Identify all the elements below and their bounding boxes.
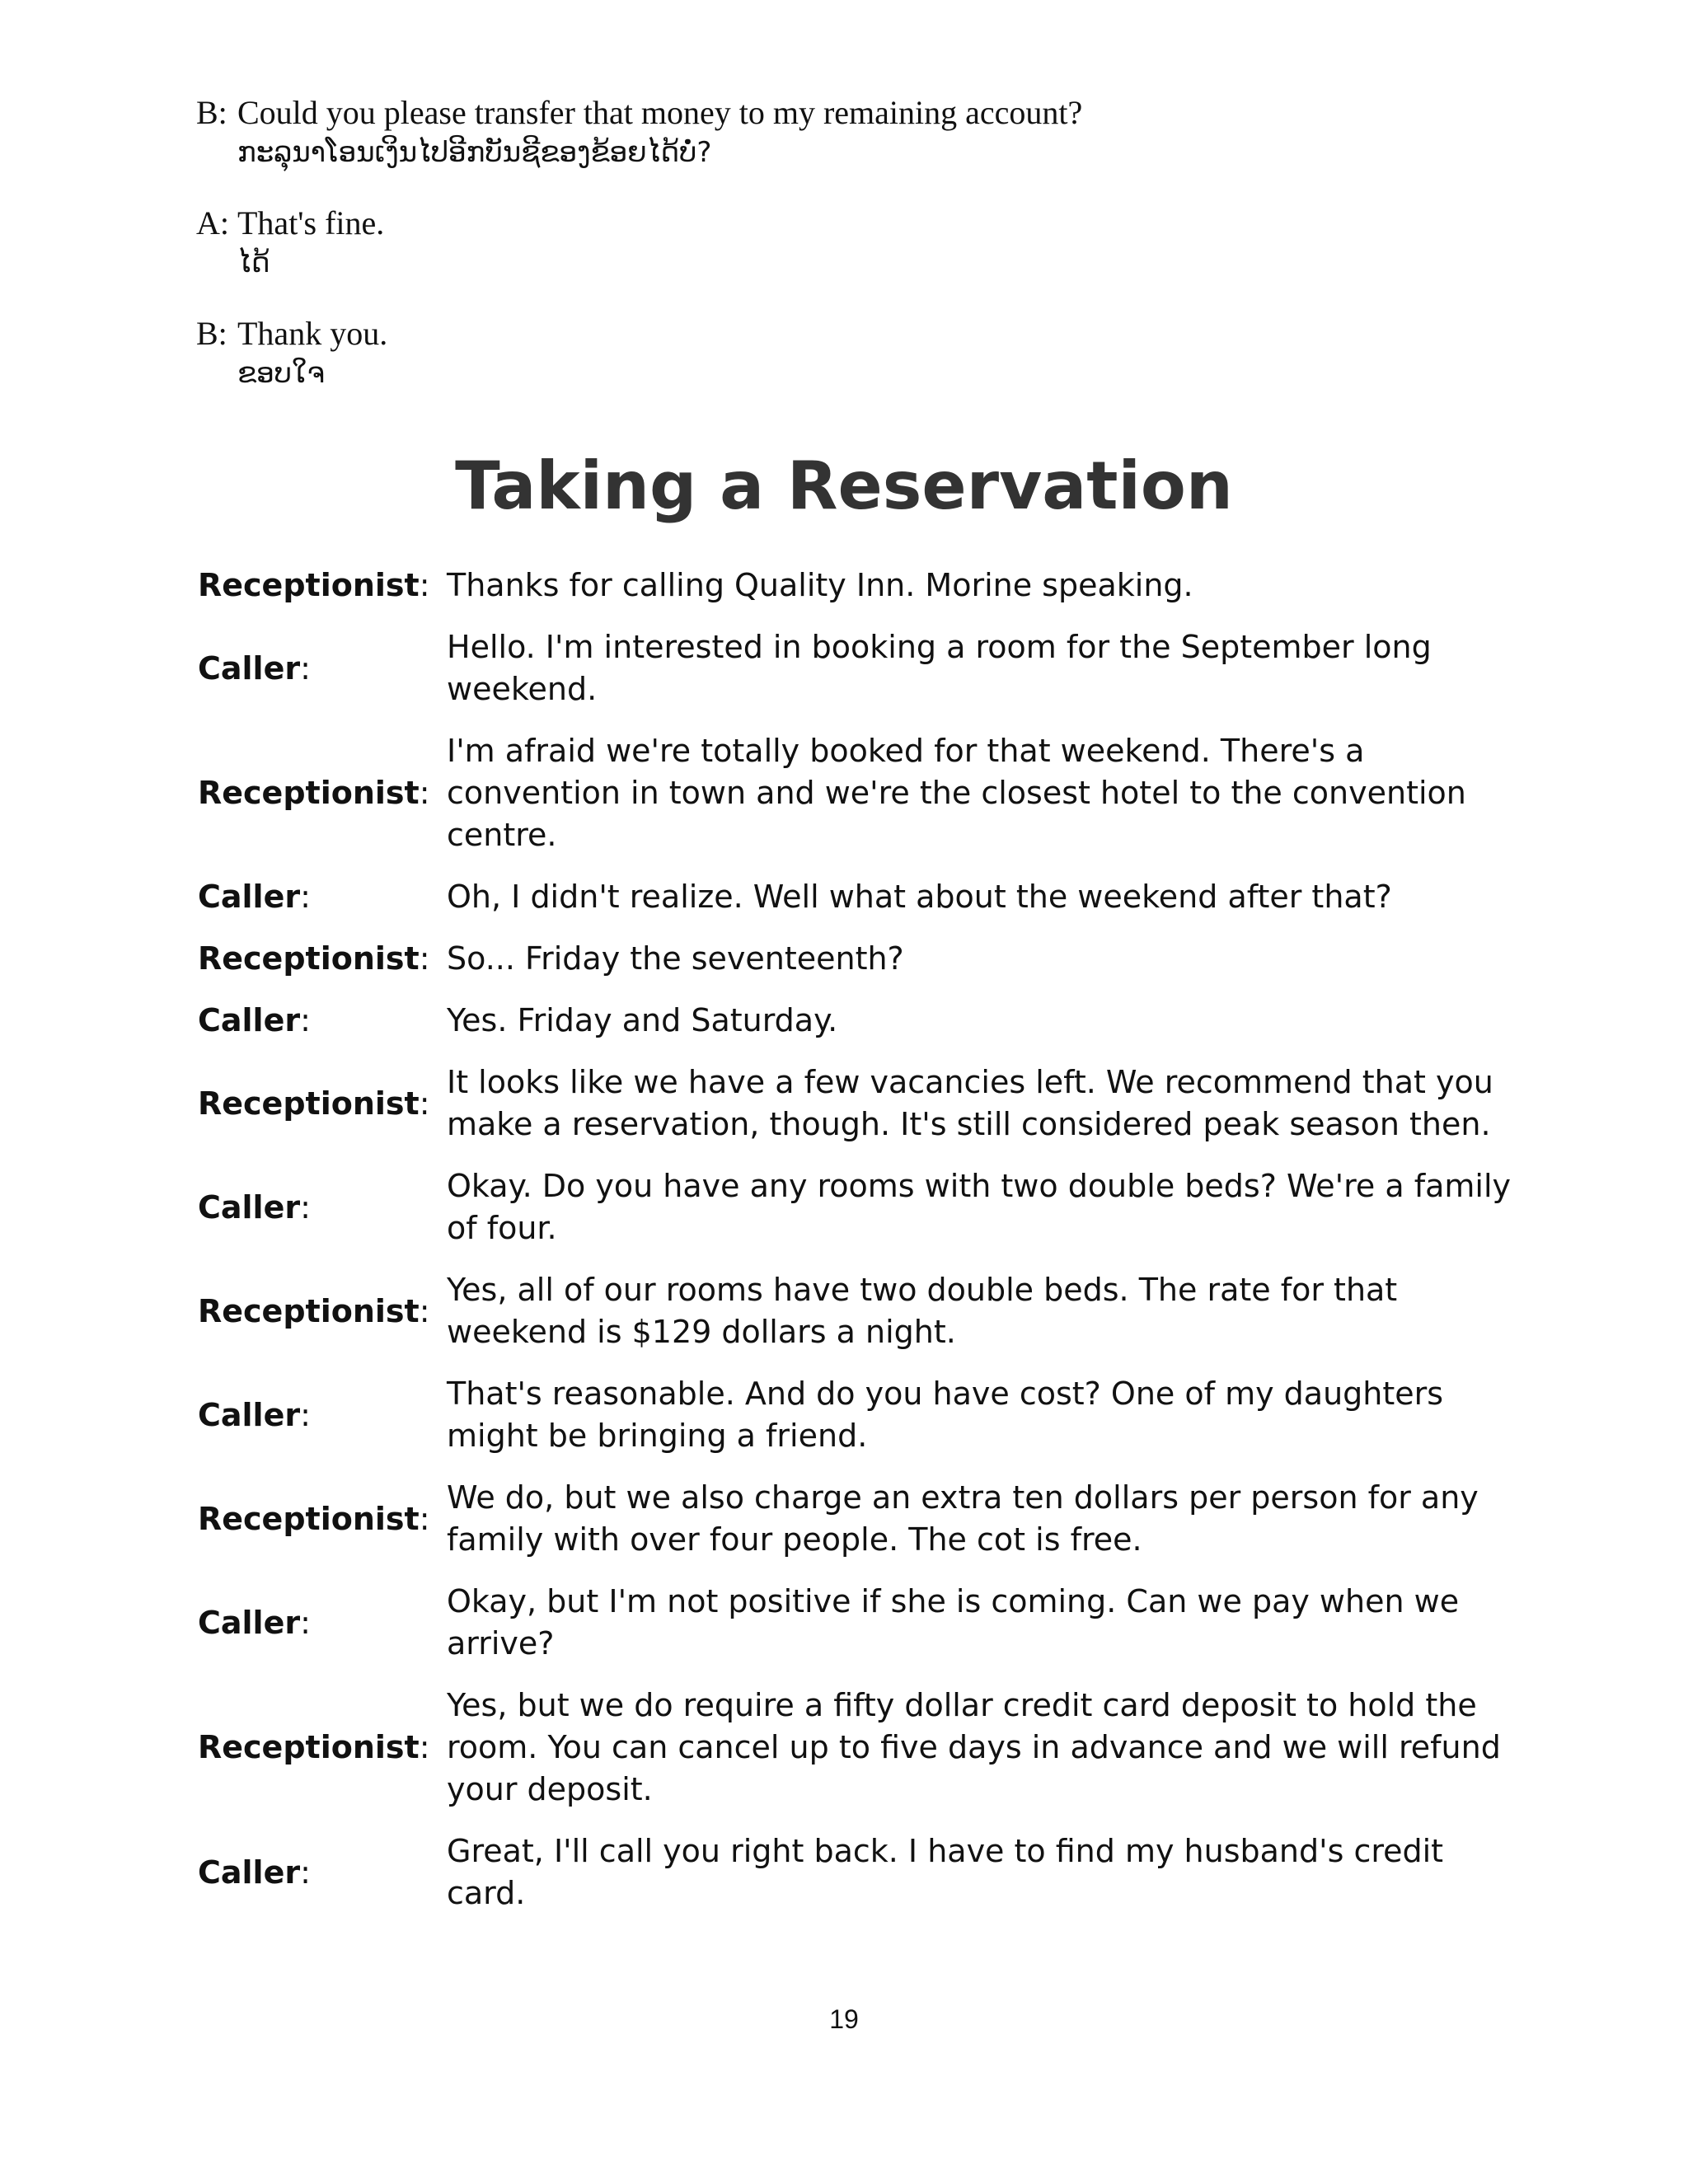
speaker-label [198, 1852, 447, 1894]
speaker-colon: : [300, 1002, 311, 1038]
speech-text: Hello. I'm interested in booking a room for the September long weekend. [447, 629, 1432, 707]
dialogue-row [198, 876, 1517, 918]
speech-text: We do, but we also charge an extra ten dollars per person for any family with over four people. The cot is free. [447, 1479, 1479, 1558]
speech-text: Great, I'll call you right back. I have to find my husband's credit card. [447, 1833, 1444, 1911]
dialogue-row [198, 1477, 1517, 1561]
intro-lao-text: ຂອບໃຈ [237, 357, 325, 390]
speaker-label [198, 1727, 447, 1769]
speaker-colon: : [300, 879, 311, 915]
intro-line [196, 92, 1515, 171]
dialogue-row [198, 1373, 1517, 1457]
dialogue-row [198, 730, 1517, 856]
reservation-dialogue [198, 565, 1517, 1934]
speaker-label [198, 1187, 447, 1229]
speaker-label [198, 1602, 447, 1644]
dialogue-row [198, 1269, 1517, 1353]
speaker-name: Caller [198, 649, 301, 687]
speaker-name: Caller [198, 1188, 301, 1226]
speaker-name: Receptionist [198, 1292, 420, 1329]
speaker-name: Receptionist [198, 940, 420, 977]
speaker-label [198, 1498, 447, 1540]
dialogue-row [198, 1685, 1517, 1811]
speaker-colon: : [419, 940, 430, 977]
dialogue-row [198, 1165, 1517, 1249]
speaker-label [198, 1291, 447, 1333]
speech-text: So... Friday the seventeenth? [447, 940, 904, 977]
speaker-name: Caller [198, 879, 301, 915]
intro-speaker: B: [196, 94, 227, 131]
speaker-colon: : [419, 567, 430, 603]
intro-lao-text: ໄດ້ [237, 246, 270, 279]
speaker-colon: : [300, 1854, 311, 1891]
speaker-name: Caller [198, 1604, 301, 1641]
speech-text: Okay. Do you have any rooms with two double beds? We're a family of four. [447, 1168, 1512, 1246]
dialogue-row [198, 626, 1517, 710]
speaker-name: Caller [198, 1396, 301, 1433]
speaker-label [198, 565, 447, 607]
intro-line [196, 313, 1515, 392]
speaker-colon: : [300, 1188, 311, 1226]
page-number: 19 [829, 2004, 859, 2034]
speaker-colon: : [419, 1500, 430, 1537]
speaker-colon: : [419, 775, 430, 811]
intro-dialogue [196, 92, 1515, 424]
dialogue-row [198, 1830, 1517, 1915]
speech-text: Yes, all of our rooms have two double beds. The rate for that weekend is $129 dollars a night. [447, 1272, 1398, 1350]
speaker-name: Receptionist [198, 775, 420, 811]
intro-english-text: Thank you. [237, 315, 388, 352]
speaker-label [198, 1394, 447, 1436]
speaker-colon: : [419, 1729, 430, 1765]
dialogue-row [198, 1062, 1517, 1146]
speaker-label [198, 1000, 447, 1042]
speaker-name: Receptionist [198, 1500, 420, 1537]
speech-text: Okay, but I'm not positive if she is coming. Can we pay when we arrive? [447, 1583, 1460, 1661]
intro-speaker: A: [196, 204, 229, 241]
speaker-name: Caller [198, 1854, 301, 1891]
speech-text: Yes, but we do require a fifty dollar credit card deposit to hold the room. You can cancel up to five days in advance and we will refund your deposit. [447, 1687, 1501, 1807]
speaker-label [198, 938, 447, 980]
dialogue-row [198, 565, 1517, 607]
speech-text: It looks like we have a few vacancies left. We recommend that you make a reservation, though. It's still considered peak season then. [447, 1064, 1493, 1142]
dialogue-row [198, 1581, 1517, 1665]
dialogue-row [198, 938, 1517, 980]
speech-text: Yes. Friday and Saturday. [447, 1002, 838, 1038]
speaker-label [198, 1083, 447, 1125]
speaker-colon: : [300, 649, 311, 687]
speech-text: That's reasonable. And do you have cost? One of my daughters might be bringing a friend. [447, 1376, 1444, 1454]
speech-text: Oh, I didn't realize. Well what about the weekend after that? [447, 879, 1392, 915]
speaker-colon: : [419, 1292, 430, 1329]
intro-english-text: Could you please transfer that money to my remaining account? [237, 94, 1083, 131]
section-heading: Taking a Reservation [455, 448, 1233, 524]
speaker-name: Receptionist [198, 1729, 420, 1765]
speaker-name: Receptionist [198, 1085, 420, 1122]
speaker-name: Receptionist [198, 567, 420, 603]
speaker-colon: : [300, 1396, 311, 1433]
speaker-colon: : [419, 1085, 430, 1122]
speaker-name: Caller [198, 1002, 301, 1038]
intro-english-text: That's fine. [237, 204, 385, 241]
dialogue-row [198, 1000, 1517, 1042]
intro-speaker: B: [196, 315, 227, 352]
speech-text: I'm afraid we're totally booked for that weekend. There's a convention in town and we're the closest hotel to the convention centre. [447, 733, 1466, 853]
speaker-label [198, 648, 447, 690]
speech-text: Thanks for calling Quality Inn. Morine speaking. [447, 567, 1193, 603]
speaker-label [198, 772, 447, 814]
intro-line [196, 203, 1515, 282]
speaker-label [198, 876, 447, 918]
speaker-colon: : [300, 1604, 311, 1641]
intro-lao-text: ກະລຸນາໂອນເງິນໄປອີກບັນຊີຂອງຂ້ອຍໄດ້ບໍ່? [237, 136, 712, 169]
